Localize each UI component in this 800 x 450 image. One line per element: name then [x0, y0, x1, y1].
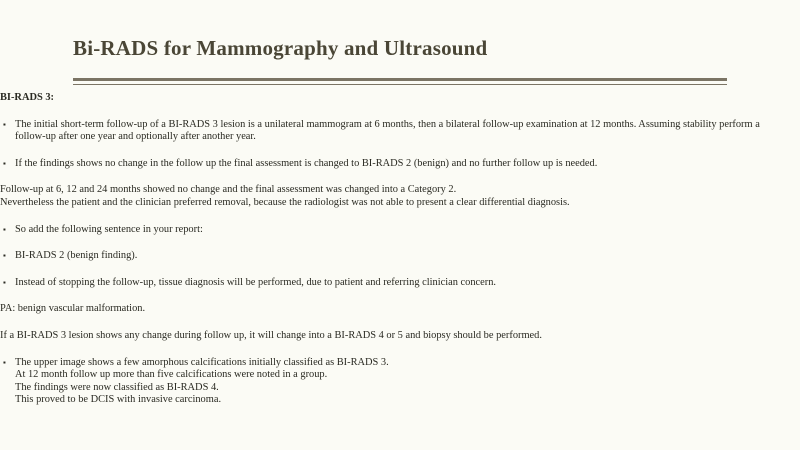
bullet-marker-icon: ▪ [3, 277, 6, 287]
bullet-marker-icon: ▪ [3, 119, 6, 129]
bullet-text: This proved to be DCIS with invasive carcinoma. [15, 394, 222, 406]
bullet-marker-icon: ▪ [3, 251, 6, 261]
bullet-item [0, 277, 770, 290]
followup-paragraph [0, 184, 770, 209]
pathology-result: PA: benign vascular malformation. [0, 303, 146, 315]
bullet-text: BI-RADS 2 (benign finding). [15, 250, 138, 262]
bullet-text: The upper image shows a few amorphous calcifications initially classified as BI-RADS 3. [15, 356, 389, 368]
bullet-text: If the findings shows no change in the follow up the final assessment is changed to BI-RADS 2 (benign) and no further follow up is needed. [15, 157, 598, 169]
bullet-text: So add the following sentence in your report: [15, 223, 203, 235]
bullet-marker-icon: ▪ [3, 224, 6, 234]
title-divider-thick [73, 78, 727, 81]
bullet-marker-icon: ▪ [3, 357, 6, 367]
bullet-text: At 12 month follow up more than five calcifications were noted in a group. [15, 369, 328, 381]
followup-line: Follow-up at 6, 12 and 24 months showed no change and the final assessment was changed into a Category 2. [0, 184, 457, 196]
title-divider-thin [73, 84, 727, 85]
bullet-marker-icon: ▪ [3, 158, 6, 168]
bullet-text: The initial short-term follow-up of a BI-RADS 3 lesion is a unilateral mammogram at 6 months, then a bilateral follow-up examination at 12 months. Assuming stability perform a follow-up after one year and optionally after another year. [15, 118, 760, 143]
bullet-item [0, 357, 770, 407]
bullet-text: Instead of stopping the follow-up, tissue diagnosis will be performed, due to patient and referring clinician concern. [15, 276, 497, 288]
change-rule-paragraph: If a BI-RADS 3 lesion shows any change during follow up, it will change into a BI-RADS 4 or 5 and biopsy should be performed. [0, 329, 542, 341]
slide-body [0, 92, 770, 407]
slide-title: Bi-RADS for Mammography and Ultrasound [73, 36, 488, 60]
bullet-item [0, 158, 770, 171]
bullet-item [0, 224, 770, 237]
bullet-text: The findings were now classified as BI-RADS 4. [15, 381, 219, 393]
bullet-item [0, 250, 770, 263]
bullet-item [0, 119, 770, 144]
followup-line: Nevertheless the patient and the clinician preferred removal, because the radiologist was not able to present a clear differential diagnosis. [0, 196, 570, 208]
section-heading: BI-RADS 3: [0, 92, 54, 103]
